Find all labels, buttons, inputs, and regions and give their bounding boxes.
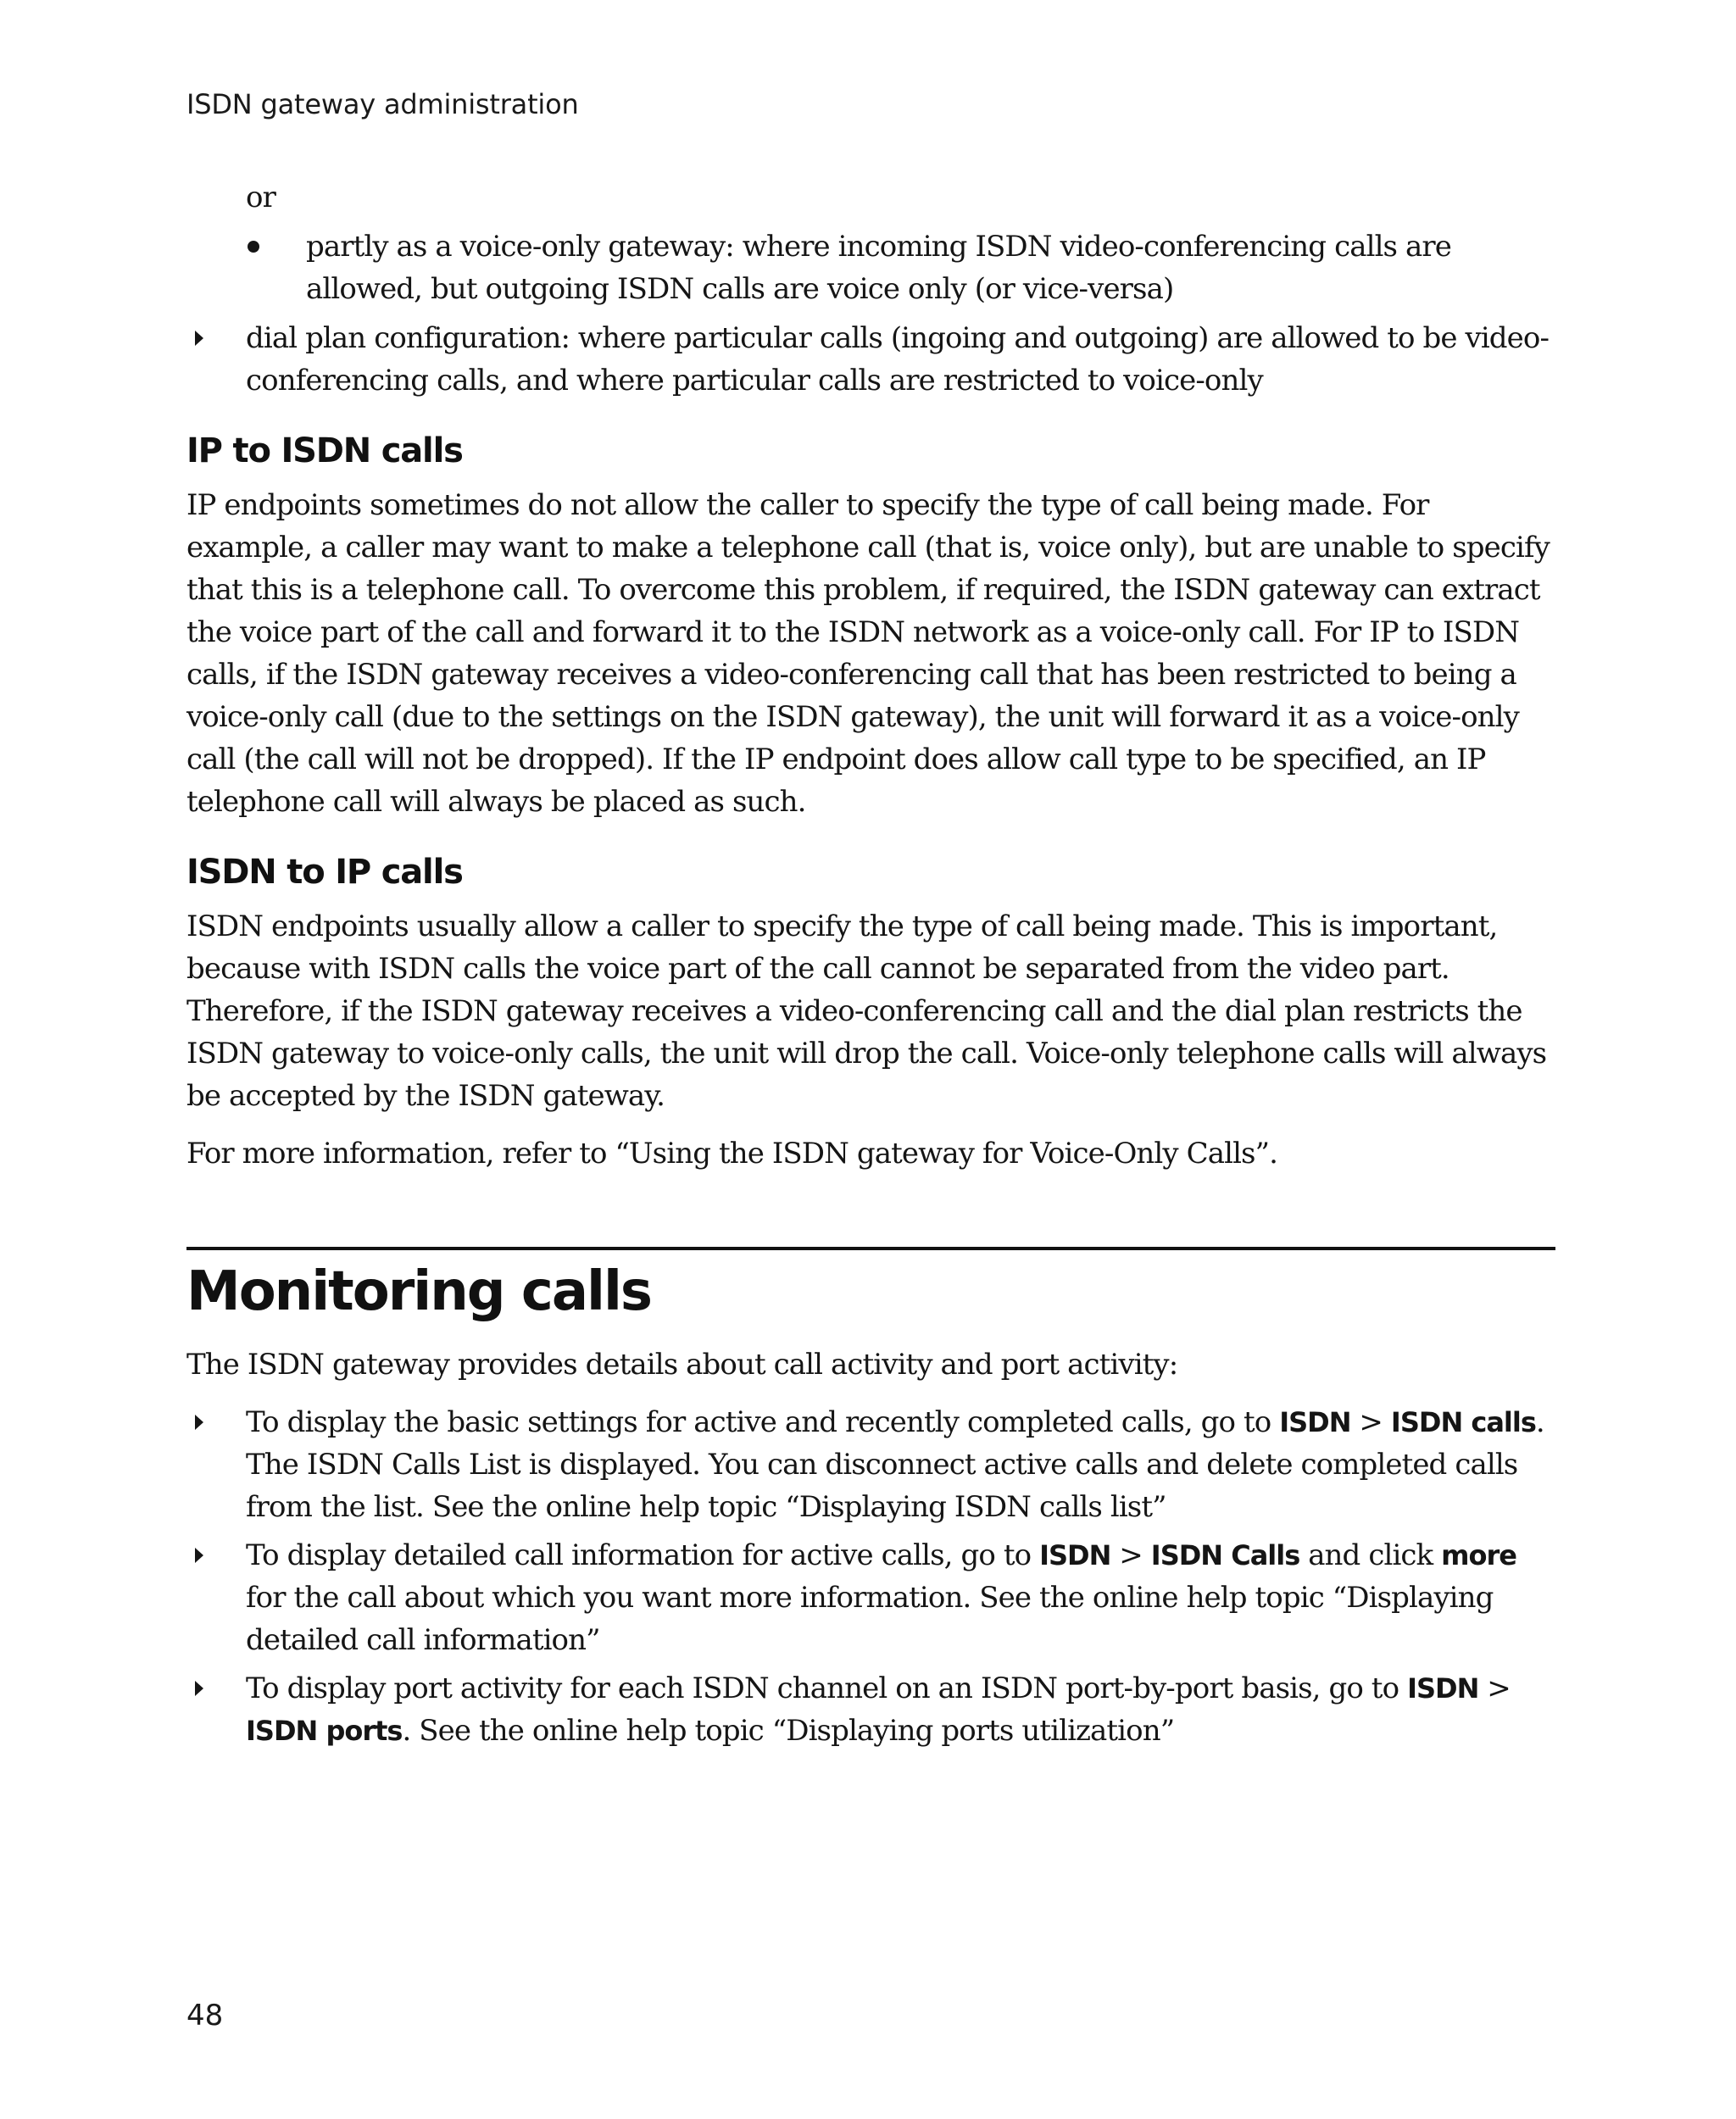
monitoring-intro: The ISDN gateway provides details about call activity and port activity: <box>186 1348 1178 1382</box>
ui-label-more: more <box>1441 1539 1516 1571</box>
text-run: > <box>1478 1671 1511 1705</box>
page-number: 48 <box>186 1999 224 2033</box>
text-run: . See the online help topic “Displaying ports utilization” <box>402 1714 1175 1748</box>
ip-to-isdn-paragraph: IP endpoints sometimes do not allow the caller to specify the type of call being made. For example, a caller may want to make a telephone call (that is, voice only), but are unable to specify that this is a telephone call. To overcome this problem, if required, the ISDN gateway can extract the voice part of the call and forward it to the ISDN network as a voice-only call. For IP to ISDN calls, if the ISDN gateway receives a video-conferencing call that has been restricted to being a voice-only call (due to the settings on the ISDN gateway), the unit will forward it as a voice-only call (the call will not be dropped). If the IP endpoint does allow call type to be specified, an IP telephone call will always be placed as such. <box>186 488 1550 819</box>
menu-path-isdn: ISDN <box>1039 1539 1111 1571</box>
list-item <box>186 1401 1555 1528</box>
section-heading-isdn-to-ip: ISDN to IP calls <box>186 853 463 892</box>
section-divider <box>186 1247 1555 1250</box>
triangle-right-icon <box>195 331 203 346</box>
isdn-to-ip-paragraph: ISDN endpoints usually allow a caller to specify the type of call being made. This is important, because with ISDN calls the voice part of the call cannot be separated from the video part. Therefore, if the ISDN gateway receives a video-conferencing call and the dial plan restricts the ISDN gateway to voice-only calls, the unit will drop the call. Voice-only telephone calls will always be accepted by the ISDN gateway. <box>186 909 1547 1113</box>
more-information-paragraph: For more information, refer to “Using the ISDN gateway for Voice-Only Calls”. <box>186 1137 1277 1171</box>
menu-path-isdn-calls: ISDN calls <box>1390 1406 1536 1438</box>
text-run: To display the basic settings for active and recently completed calls, go to <box>246 1405 1280 1439</box>
menu-path-isdn-calls: ISDN Calls <box>1150 1539 1300 1571</box>
text-run: > <box>1110 1538 1151 1572</box>
list-item-text <box>246 1671 1511 1748</box>
page-content <box>186 176 1555 1758</box>
triangle-right-icon <box>195 1415 203 1430</box>
text-run: > <box>1350 1405 1391 1439</box>
bullet-item-text: partly as a voice-only gateway: where incoming ISDN video-conferencing calls are allowed, but outgoing ISDN calls are voice only (or vice-versa) <box>306 230 1451 306</box>
running-header: ISDN gateway administration <box>186 88 579 120</box>
or-text: or <box>246 181 275 214</box>
chapter-heading-monitoring-calls: Monitoring calls <box>186 1260 651 1323</box>
list-item <box>186 1667 1555 1752</box>
triangle-right-icon <box>195 1548 203 1563</box>
list-item-text <box>246 1538 1516 1657</box>
list-item-text <box>246 1405 1544 1524</box>
list-item-text: dial plan configuration: where particular calls (ingoing and outgoing) are allowed to be video-conferencing calls, and where particular calls are restricted to voice-only <box>246 321 1550 398</box>
text-run: To display detailed call information for active calls, go to <box>246 1538 1040 1572</box>
bullet-dot-icon <box>248 241 259 253</box>
section-heading-ip-to-isdn: IP to ISDN calls <box>186 431 463 470</box>
text-run: . The ISDN Calls List is displayed. You can disconnect active calls and delete completed calls from the list. See the online help topic “Displaying ISDN calls list” <box>246 1405 1544 1524</box>
text-run: To display port activity for each ISDN channel on an ISDN port-by-port basis, go to <box>246 1671 1408 1705</box>
text-run: and click <box>1299 1538 1442 1572</box>
menu-path-isdn: ISDN <box>1407 1672 1479 1705</box>
triangle-right-icon <box>195 1681 203 1696</box>
bullet-item <box>186 225 1555 310</box>
menu-path-isdn: ISDN <box>1279 1406 1351 1438</box>
menu-path-isdn-ports: ISDN ports <box>246 1715 403 1747</box>
text-run: for the call about which you want more information. See the online help topic “Displaying detailed call information” <box>246 1581 1494 1657</box>
list-item <box>186 1534 1555 1661</box>
list-item <box>186 317 1555 402</box>
